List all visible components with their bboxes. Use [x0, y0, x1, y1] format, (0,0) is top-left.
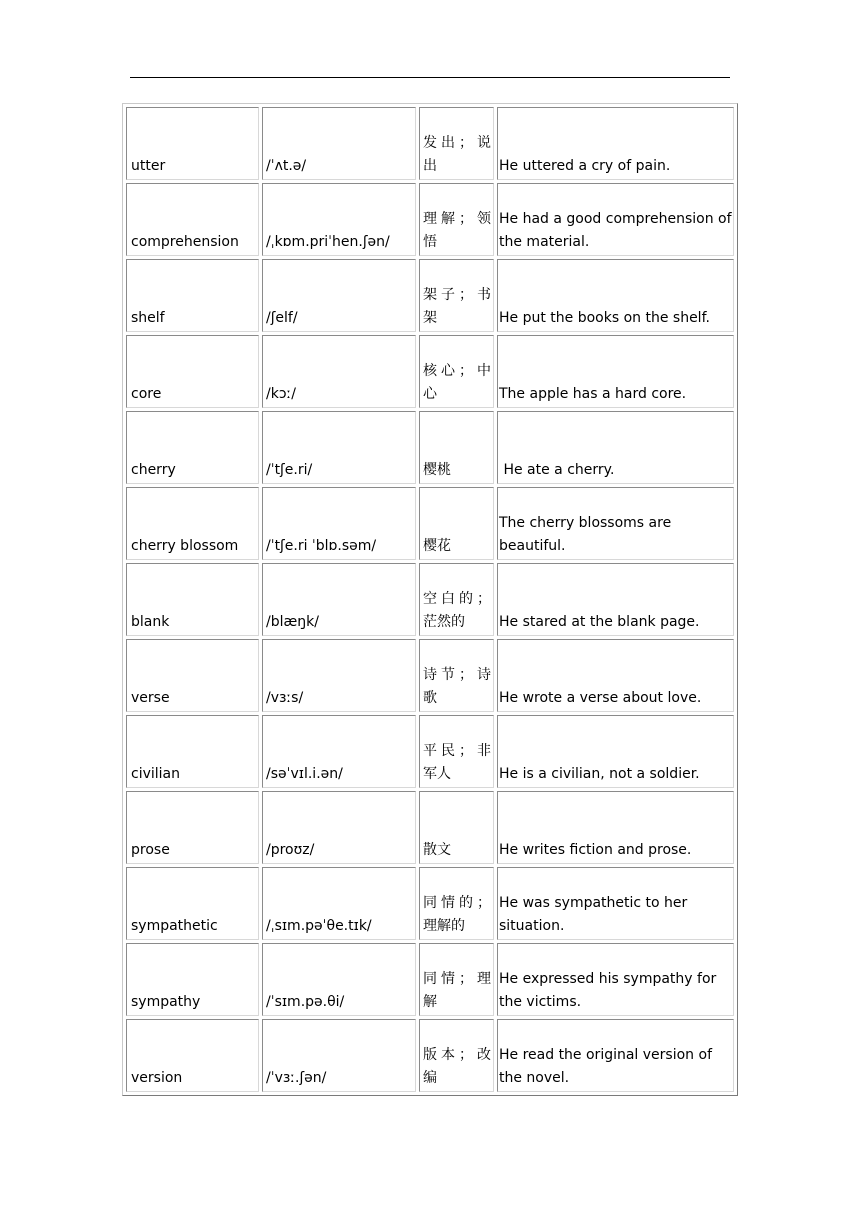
pronunciation-cell-text: /ˈtʃe.ri/ [266, 461, 313, 478]
example-cell [497, 867, 734, 940]
meaning-cell [419, 487, 494, 560]
table-row [126, 183, 734, 256]
word-cell-text: cherry [131, 461, 176, 478]
table-row [126, 791, 734, 864]
meaning-cell-text: 同情；理解 [423, 971, 491, 1010]
word-cell [126, 715, 259, 788]
meaning-cell-text: 版本；改编 [423, 1047, 491, 1086]
meaning-cell-text: 诗节；诗歌 [423, 667, 491, 706]
pronunciation-cell-text: /ʃelf/ [266, 309, 298, 326]
pronunciation-cell-text: /vɜːs/ [266, 689, 304, 706]
table-row [126, 107, 734, 180]
pronunciation-cell-text: /ˌkɒm.priˈhen.ʃən/ [266, 233, 390, 250]
word-cell [126, 1019, 259, 1092]
pronunciation-cell-text: /ˈvɜː.ʃən/ [266, 1069, 327, 1086]
example-cell [497, 791, 734, 864]
meaning-cell [419, 411, 494, 484]
meaning-cell-text: 樱花 [423, 537, 451, 554]
example-cell-text: He is a civilian, not a soldier. [499, 765, 700, 782]
pronunciation-cell-text: /ˌsɪm.pəˈθe.tɪk/ [266, 917, 372, 934]
pronunciation-cell-text: /ˈsɪm.pə.θi/ [266, 993, 345, 1010]
example-cell [497, 107, 734, 180]
example-cell-text: He wrote a verse about love. [499, 689, 702, 706]
meaning-cell [419, 715, 494, 788]
pronunciation-cell [262, 867, 416, 940]
word-cell [126, 259, 259, 332]
table-row [126, 335, 734, 408]
pronunciation-cell [262, 791, 416, 864]
word-cell [126, 335, 259, 408]
example-cell [497, 1019, 734, 1092]
meaning-cell [419, 107, 494, 180]
table-row [126, 487, 734, 560]
table-row [126, 259, 734, 332]
pronunciation-cell [262, 183, 416, 256]
pronunciation-cell [262, 1019, 416, 1092]
example-cell-text: He put the books on the shelf. [499, 309, 710, 326]
pronunciation-cell [262, 335, 416, 408]
meaning-cell-text: 樱桃 [423, 461, 451, 478]
word-cell-text: cherry blossom [131, 537, 239, 554]
word-cell-text: prose [131, 841, 170, 858]
word-cell [126, 487, 259, 560]
pronunciation-cell-text: /ˈʌt.ə/ [266, 157, 307, 174]
meaning-cell [419, 563, 494, 636]
word-cell [126, 411, 259, 484]
table-row [126, 715, 734, 788]
word-cell-text: comprehension [131, 233, 239, 250]
word-cell-text: sympathetic [131, 917, 218, 934]
example-cell [497, 943, 734, 1016]
meaning-cell [419, 639, 494, 712]
example-cell [497, 563, 734, 636]
meaning-cell [419, 1019, 494, 1092]
meaning-cell [419, 259, 494, 332]
word-cell [126, 107, 259, 180]
table-row [126, 411, 734, 484]
example-cell [497, 715, 734, 788]
meaning-cell [419, 943, 494, 1016]
meaning-cell [419, 183, 494, 256]
meaning-cell [419, 335, 494, 408]
pronunciation-cell [262, 487, 416, 560]
pronunciation-cell [262, 411, 416, 484]
example-cell [497, 183, 734, 256]
pronunciation-cell-text: /proʊz/ [266, 841, 315, 858]
pronunciation-cell-text: /səˈvɪl.i.ən/ [266, 765, 343, 782]
word-cell [126, 791, 259, 864]
word-cell [126, 183, 259, 256]
example-cell [497, 639, 734, 712]
meaning-cell-text: 平民；非军人 [423, 743, 491, 782]
pronunciation-cell [262, 259, 416, 332]
example-cell-text: He writes fiction and prose. [499, 841, 692, 858]
vocabulary-table-body [126, 107, 734, 1092]
example-cell-text: He read the original version of the novel. [499, 1047, 717, 1086]
pronunciation-cell [262, 639, 416, 712]
meaning-cell-text: 散文 [423, 841, 451, 858]
vocabulary-table [122, 103, 738, 1096]
example-cell-text: The apple has a hard core. [499, 385, 687, 402]
meaning-cell-text: 架子；书架 [423, 287, 491, 326]
example-cell-text: He stared at the blank page. [499, 613, 700, 630]
pronunciation-cell [262, 715, 416, 788]
example-cell [497, 259, 734, 332]
meaning-cell-text: 同情的；理解的 [423, 895, 491, 934]
meaning-cell-text: 空白的；茫然的 [423, 591, 491, 630]
word-cell-text: utter [131, 157, 166, 174]
table-row [126, 639, 734, 712]
pronunciation-cell [262, 563, 416, 636]
pronunciation-cell [262, 943, 416, 1016]
word-cell-text: verse [131, 689, 170, 706]
word-cell-text: shelf [131, 309, 165, 326]
meaning-cell-text: 核心；中心 [423, 363, 491, 402]
table-row [126, 1019, 734, 1092]
pronunciation-cell [262, 107, 416, 180]
meaning-cell-text: 发出；说出 [423, 135, 491, 174]
pronunciation-cell-text: /kɔː/ [266, 385, 296, 402]
example-cell-text: He expressed his sympathy for the victims. [499, 971, 721, 1010]
header-rule [130, 77, 730, 78]
table-row [126, 943, 734, 1016]
pronunciation-cell-text: /ˈtʃe.ri ˈblɒ.səm/ [266, 537, 377, 554]
word-cell-text: civilian [131, 765, 180, 782]
word-cell [126, 943, 259, 1016]
example-cell [497, 487, 734, 560]
example-cell-text: He ate a cherry. [499, 461, 615, 478]
example-cell-text: The cherry blossoms are beautiful. [499, 515, 676, 554]
word-cell [126, 563, 259, 636]
table-row [126, 563, 734, 636]
word-cell-text: core [131, 385, 162, 402]
pronunciation-cell-text: /blæŋk/ [266, 613, 319, 630]
example-cell [497, 335, 734, 408]
example-cell-text: He was sympathetic to her situation. [499, 895, 692, 934]
meaning-cell [419, 867, 494, 940]
example-cell [497, 411, 734, 484]
table-row [126, 867, 734, 940]
meaning-cell-text: 理解；领悟 [423, 211, 491, 250]
word-cell [126, 639, 259, 712]
example-cell-text: He uttered a cry of pain. [499, 157, 671, 174]
example-cell-text: He had a good comprehension of the material. [499, 211, 736, 250]
word-cell-text: sympathy [131, 993, 201, 1010]
word-cell-text: blank [131, 613, 170, 630]
meaning-cell [419, 791, 494, 864]
word-cell-text: version [131, 1069, 183, 1086]
word-cell [126, 867, 259, 940]
